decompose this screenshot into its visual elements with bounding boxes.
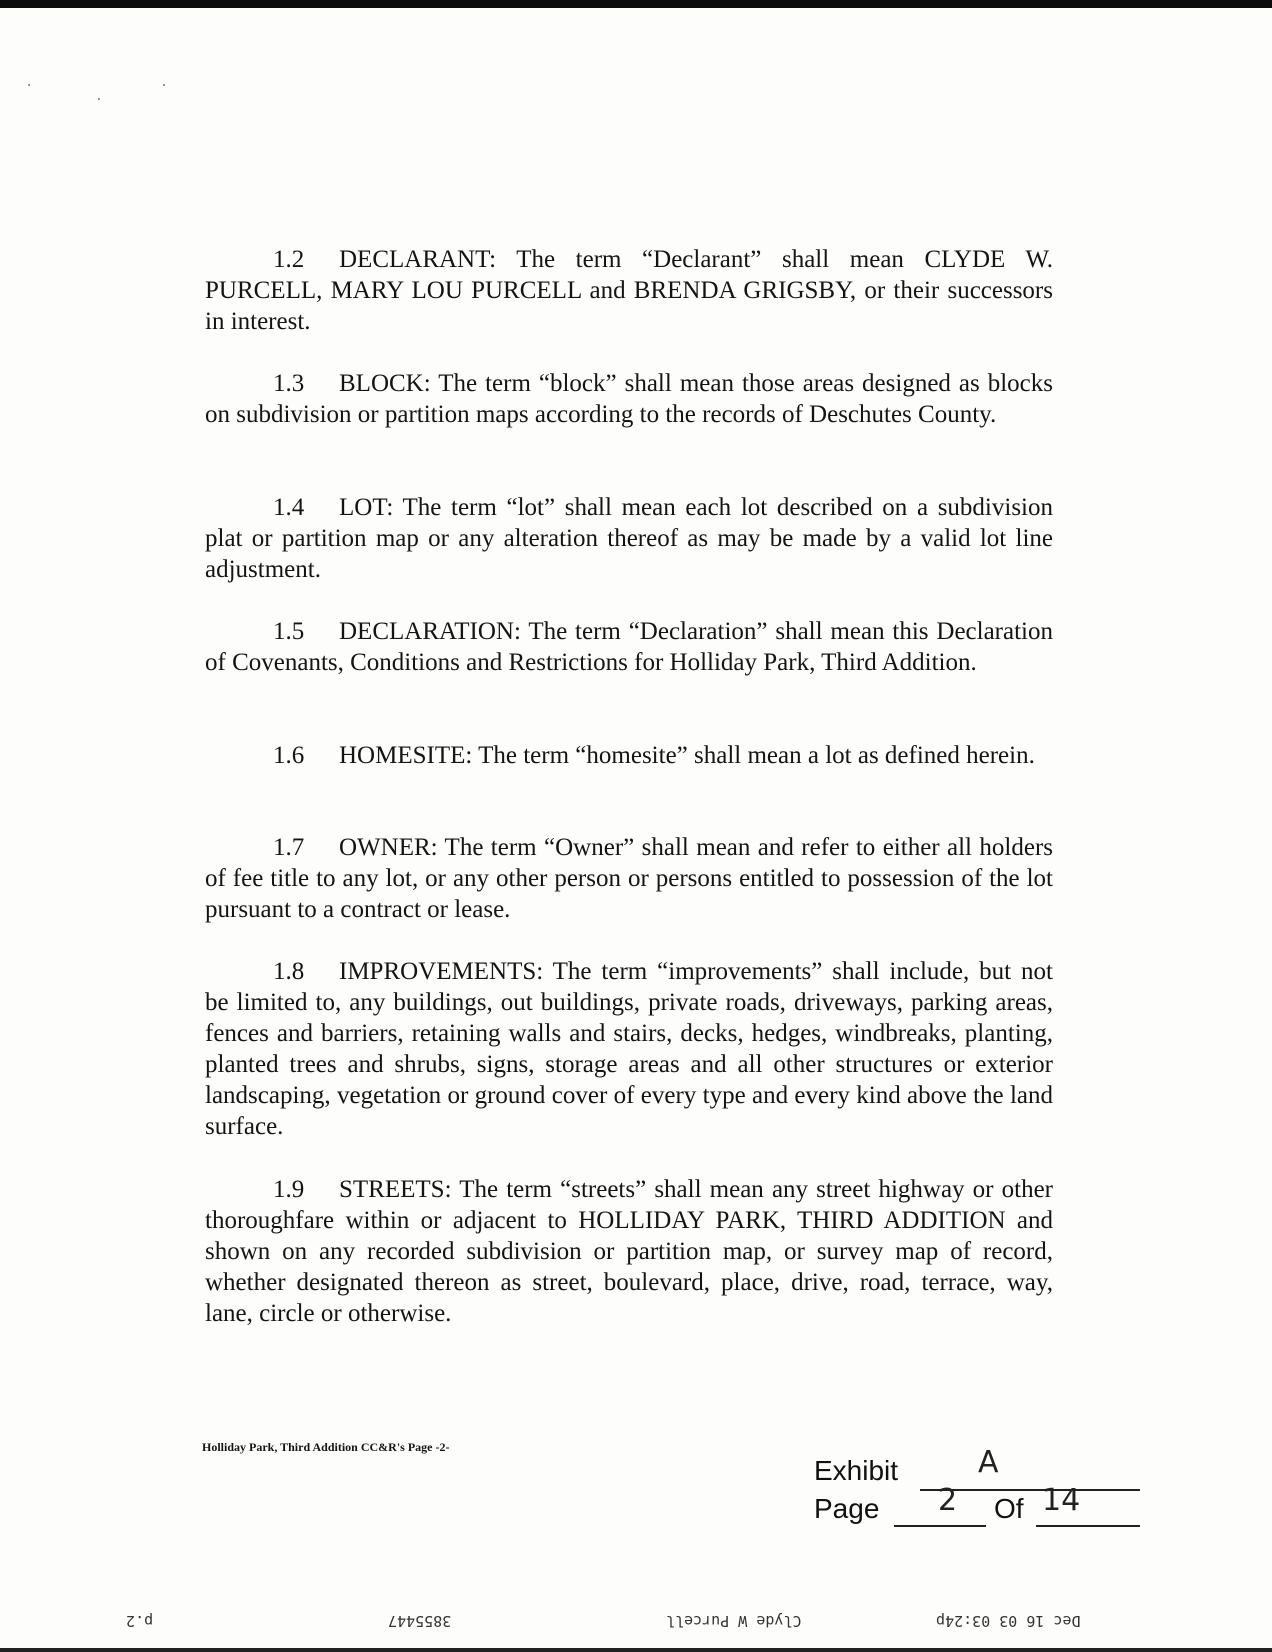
of-label: Of <box>994 1493 1024 1524</box>
section-1-2 <box>205 244 1053 337</box>
page-value: 2 <box>938 1483 958 1518</box>
exhibit-stamp <box>814 1445 1081 1531</box>
section-text: STREETS: The term “streets” shall mean any street highway or other thoroughfare within or adjacent to HOLLIDAY PARK, THIRD ADDITION and shown on any recorded subdivision or partition map, or survey map of record, whether designated thereon as street, boulevard, place, drive, road, terrace, way, lane, circle or otherwise. <box>205 1176 1053 1327</box>
section-text: DECLARATION: The term “Declaration” shall mean this Declaration of Covenants, Conditions and Restrictions for Holliday Park, Third Addition. <box>205 618 1053 676</box>
section-text: IMPROVEMENTS: The term “improvements” shall include, but not be limited to, any buildings, out buildings, private roads, driveways, parking areas, fences and barriers, retaining walls and stairs, decks, hedges, windbreaks, planting, planted trees and shrubs, signs, storage areas and all other structures or exterior landscaping, vegetation or ground cover of every type and every kind above the land surface. <box>205 958 1053 1140</box>
section-number: 1.2 <box>273 246 305 273</box>
section-1-4 <box>205 492 1053 585</box>
of-value: 14 <box>1042 1483 1081 1518</box>
section-text: BLOCK: The term “block” shall mean those areas designed as blocks on subdivision or partition maps according to the records of Deschutes County. <box>205 370 1053 428</box>
section-text: DECLARANT: The term “Declarant” shall mean CLYDE W. PURCELL, MARY LOU PURCELL and BRENDA GRIGSBY, or their successors in interest. <box>205 246 1053 335</box>
section-1-6 <box>205 740 1053 771</box>
section-1-8 <box>205 956 1053 1142</box>
page-underline <box>894 1525 986 1527</box>
page-label: Page <box>814 1493 880 1524</box>
section-1-9 <box>205 1174 1053 1329</box>
section-number: 1.9 <box>273 1176 305 1203</box>
section-number: 1.7 <box>273 834 305 861</box>
page-row <box>814 1483 1081 1531</box>
section-text: LOT: The term “lot” shall mean each lot described on a subdivision plat or partition map or any alteration thereof as may be made by a valid lot line adjustment. <box>205 494 1053 583</box>
fax-page: p.2 <box>126 1612 154 1630</box>
of-underline <box>1036 1525 1140 1527</box>
section-1-3 <box>205 368 1053 430</box>
fax-number: 3855447 <box>388 1612 452 1630</box>
section-number: 1.8 <box>273 958 305 985</box>
scan-speck <box>163 84 165 86</box>
scan-speck <box>98 98 100 100</box>
fax-date: Dec 16 03 03:24p <box>936 1612 1081 1630</box>
exhibit-value: A <box>978 1445 999 1480</box>
fax-sender: Clyde W Purcell <box>666 1612 802 1630</box>
section-1-5 <box>205 616 1053 678</box>
section-text: HOMESITE: The term “homesite” shall mean a lot as defined herein. <box>339 742 1035 769</box>
scan-speck <box>28 84 30 86</box>
section-number: 1.4 <box>273 494 305 521</box>
section-number: 1.6 <box>273 742 305 769</box>
section-number: 1.3 <box>273 370 305 397</box>
scan-bottom-border <box>0 1648 1272 1652</box>
exhibit-label: Exhibit <box>814 1455 899 1486</box>
section-text: OWNER: The term “Owner” shall mean and refer to either all holders of fee title to any lot, or any other person or persons entitled to possession of the lot pursuant to a contract or lease. <box>205 834 1053 923</box>
section-1-7 <box>205 832 1053 925</box>
scan-top-border <box>0 0 1272 8</box>
section-number: 1.5 <box>273 618 305 645</box>
footer-title: Holliday Park, Third Addition CC&R's Page -2- <box>202 1440 450 1454</box>
exhibit-row <box>814 1445 999 1493</box>
